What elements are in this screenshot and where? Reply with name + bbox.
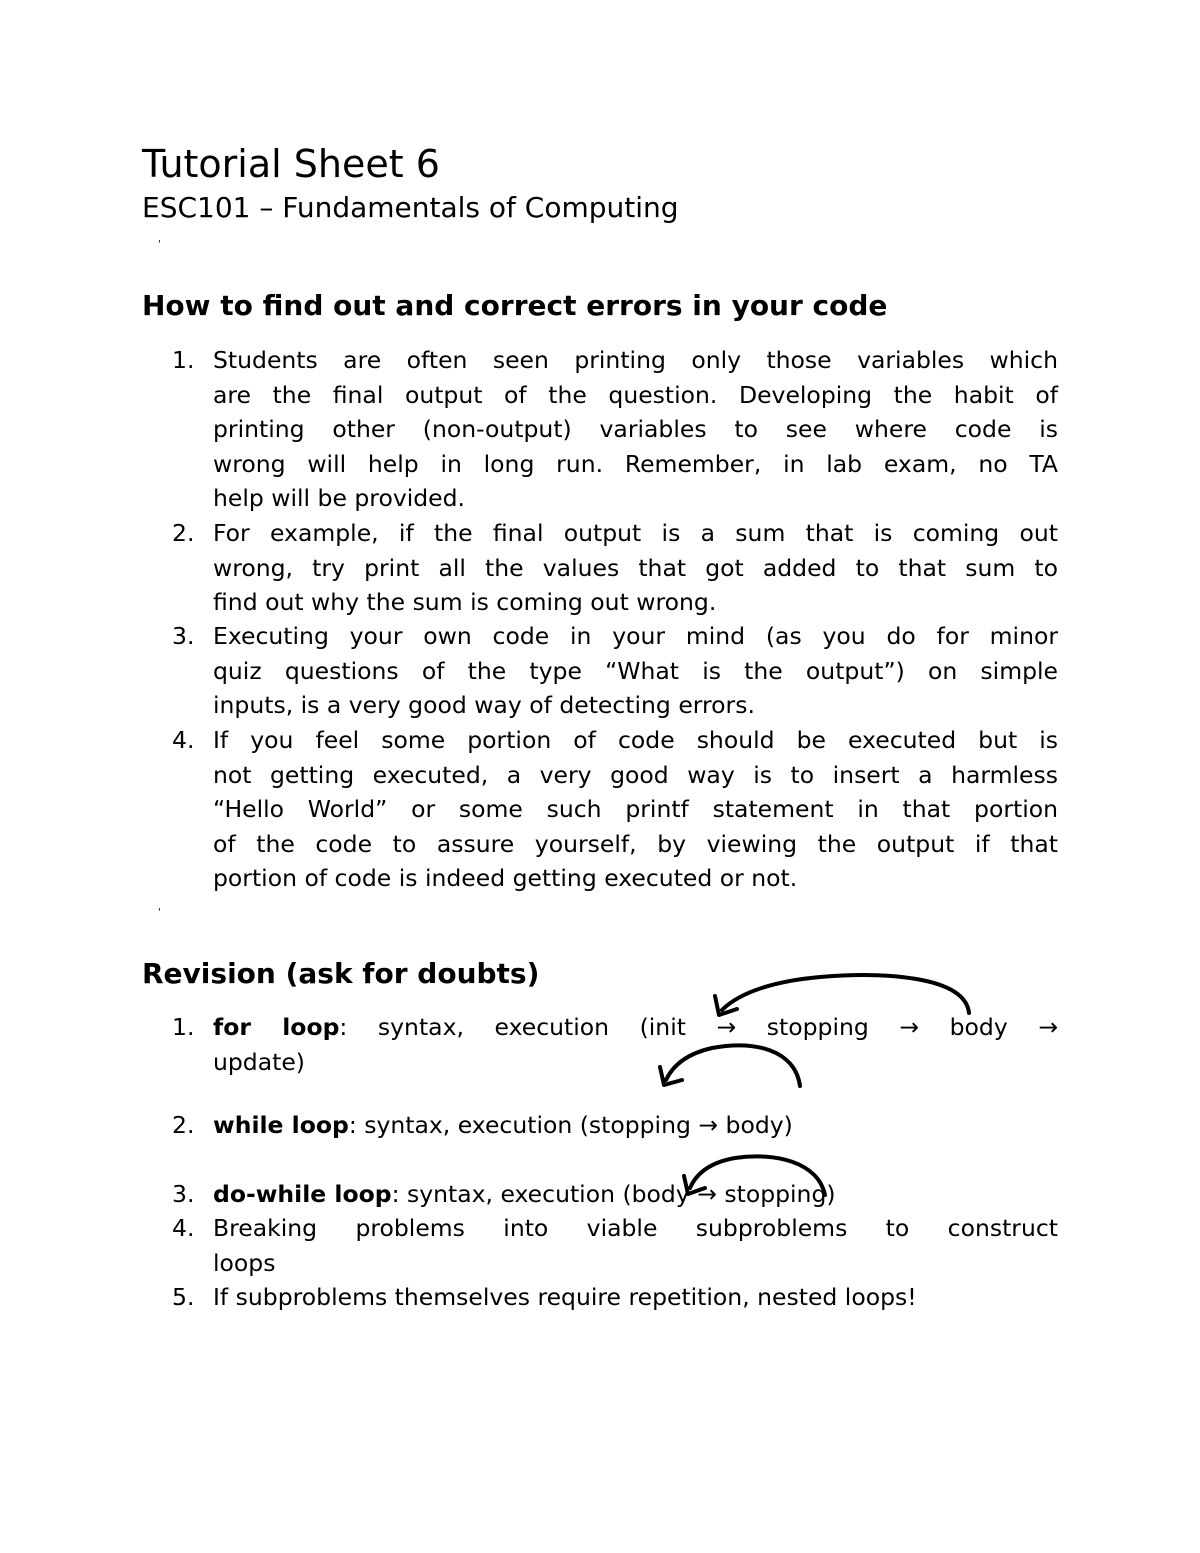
list-item-line: help will be provided. — [213, 484, 466, 512]
list-item-line: are the final output of the question. Developing the habit of — [213, 380, 1058, 409]
loop-keyword: for loop — [213, 1013, 340, 1041]
section-heading-revision: Revision (ask for doubts) — [142, 957, 540, 990]
loop-description: : syntax, execution (init → stopping → body → — [339, 1013, 1059, 1041]
list-number: 2. — [172, 519, 195, 547]
list-number: 3. — [172, 1180, 195, 1208]
list-item-line: of the code to assure yourself, by viewing the output if that — [213, 829, 1058, 858]
list-number: 5. — [172, 1283, 195, 1311]
list-item-line — [213, 1108, 1058, 1143]
for-loop-arrow — [722, 975, 969, 1013]
paragraph-mark: ' — [158, 239, 161, 250]
list-item-line: portion of code is indeed getting executed or not. — [213, 864, 798, 892]
section-heading-errors: How to find out and correct errors in your code — [142, 289, 888, 322]
list-item-line — [213, 1177, 1058, 1212]
document-title: Tutorial Sheet 6 — [142, 142, 440, 186]
list-item-line — [213, 1010, 1058, 1045]
list-item-line: If you feel some portion of code should be executed but is — [213, 726, 1058, 754]
list-item-line: If subproblems themselves require repetition, nested loops! — [213, 1283, 917, 1311]
list-item-line: wrong will help in long run. Remember, in lab exam, no TA — [213, 449, 1058, 478]
list-item-line: inputs, is a very good way of detecting errors. — [213, 691, 755, 719]
list-number: 2. — [172, 1111, 195, 1139]
list-item-line: Students are often seen printing only those variables which — [213, 346, 1058, 374]
loop-keyword: do-while loop — [213, 1180, 392, 1208]
list-item-line: For example, if the final output is a sum that is coming out — [213, 519, 1058, 547]
list-item-line: printing other (non-output) variables to see where code is — [213, 415, 1058, 443]
list-number: 4. — [172, 726, 195, 754]
list-item-line: not getting executed, a very good way is to insert a harmless — [213, 760, 1058, 789]
list-item-line: update) — [213, 1047, 305, 1076]
loop-description: : syntax, execution (stopping → body) — [348, 1111, 793, 1139]
list-number: 3. — [172, 622, 195, 650]
document-subtitle: ESC101 – Fundamentals of Computing — [142, 191, 679, 224]
list-item-line: Breaking problems into viable subproblems to construct — [213, 1214, 1058, 1242]
list-item-line: Executing your own code in your mind (as you do for minor — [213, 622, 1058, 650]
list-number: 1. — [172, 1013, 195, 1041]
loop-keyword: while loop — [213, 1111, 349, 1139]
list-item-line: find out why the sum is coming out wrong. — [213, 588, 717, 616]
list-number: 1. — [172, 346, 195, 374]
list-item-line: “Hello World” or some such printf statement in that portion — [213, 795, 1058, 823]
list-number: 4. — [172, 1214, 195, 1242]
list-item-line: loops — [213, 1248, 276, 1277]
list-item-line: quiz questions of the type “What is the output”) on simple — [213, 656, 1058, 685]
paragraph-mark: ' — [158, 907, 161, 918]
list-item-line: wrong, try print all the values that got added to that sum to — [213, 553, 1058, 582]
loop-description: : syntax, execution (body → stopping) — [391, 1180, 836, 1208]
